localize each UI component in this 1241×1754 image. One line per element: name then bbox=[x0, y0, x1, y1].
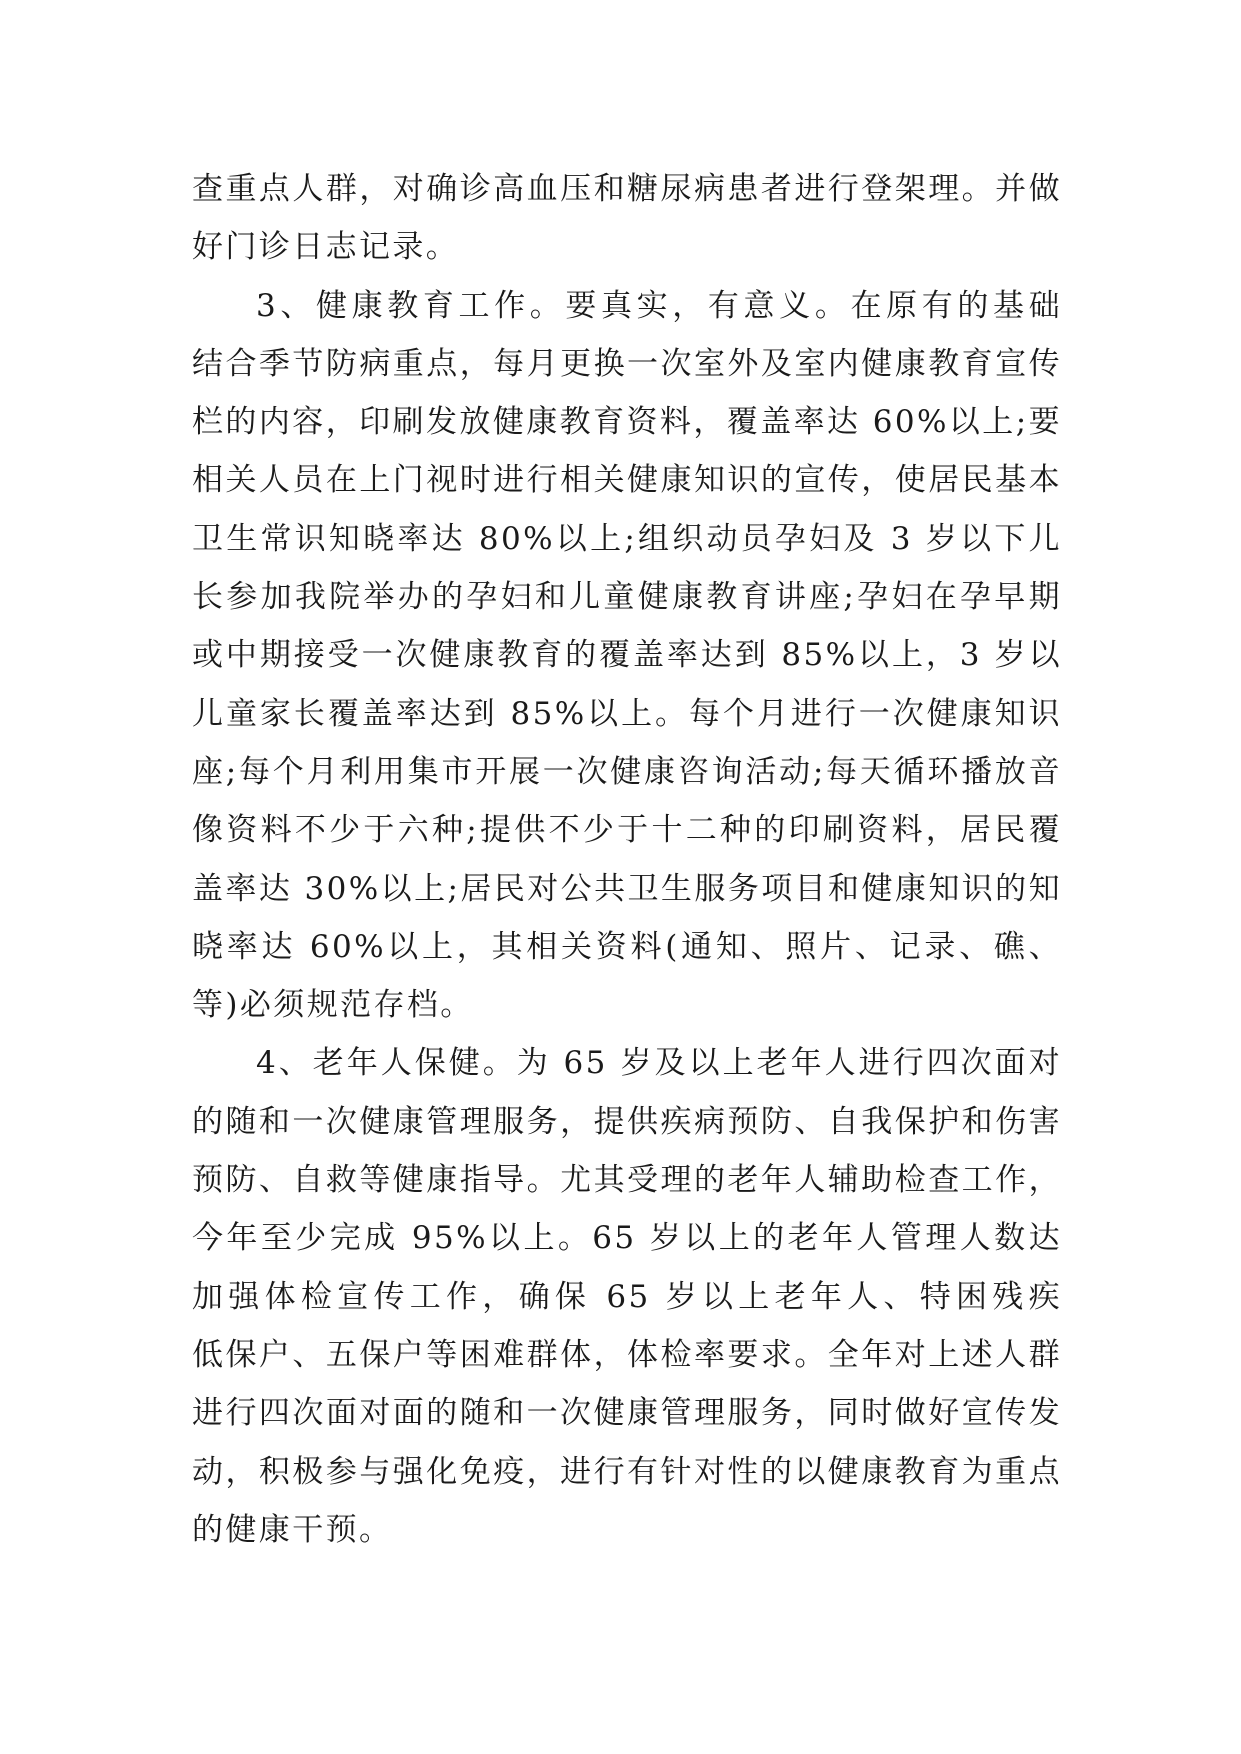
text-line: 3、健康教育工作。要真实，有意义。在原有的基础 bbox=[256, 287, 1062, 324]
text-line: 进行四次面对面的随和一次健康管理服务，同时做好宣传发 bbox=[192, 1395, 1062, 1432]
text-line: 像资料不少于六种;提供不少于十二种的印刷资料，居民覆 bbox=[192, 812, 1062, 849]
body-text bbox=[192, 160, 1062, 1559]
text-line: 低保户、五保户等困难群体，体检率要求。全年对上述人群 bbox=[192, 1336, 1062, 1373]
text-line: 相关人员在上门视时进行相关健康知识的宣传，使居民基本 bbox=[192, 462, 1062, 499]
paragraph-continued bbox=[192, 160, 1062, 277]
text-line: 栏的内容，印刷发放健康教育资料，覆盖率达 60%以上;要 bbox=[192, 404, 1062, 441]
text-line: 的随和一次健康管理服务，提供疾病预防、自我保护和伤害 bbox=[192, 1103, 1062, 1140]
text-line: 查重点人群，对确诊高血压和糖尿病患者进行登架理。并做 bbox=[192, 171, 1062, 207]
text-line: 盖率达 30%以上;居民对公共卫生服务项目和健康知识的知 bbox=[192, 870, 1062, 907]
paragraph-health-education bbox=[192, 277, 1062, 1035]
text-line: 卫生常识知晓率达 80%以上;组织动员孕妇及 3 岁以下儿 bbox=[192, 520, 1062, 557]
text-line: 结合季节防病重点，每月更换一次室外及室内健康教育宣传 bbox=[192, 345, 1062, 382]
text-line: 动，积极参与强化免疫，进行有针对性的以健康教育为重点 bbox=[192, 1453, 1062, 1490]
text-line: 儿童家长覆盖率达到 85%以上。每个月进行一次健康知识 bbox=[192, 695, 1062, 732]
text-line: 好门诊日志记录。 bbox=[192, 229, 460, 266]
text-line: 晓率达 60%以上，其相关资料(通知、照片、记录、礁、 bbox=[192, 928, 1062, 965]
text-line: 今年至少完成 95%以上。65 岁以上的老年人管理人数达 bbox=[192, 1220, 1062, 1257]
text-line: 座;每个月利用集市开展一次健康咨询活动;每天循环播放音 bbox=[192, 753, 1062, 790]
text-line: 等)必须规范存档。 bbox=[192, 987, 474, 1024]
text-line: 加强体检宣传工作，确保 65 岁以上老年人、特困残疾 bbox=[192, 1278, 1062, 1315]
text-line: 预防、自救等健康指导。尤其受理的老年人辅助检查工作， bbox=[192, 1162, 1062, 1199]
text-line: 长参加我院举办的孕妇和儿童健康教育讲座;孕妇在孕早期 bbox=[192, 579, 1062, 616]
text-line: 或中期接受一次健康教育的覆盖率达到 85%以上，3 岁以 bbox=[192, 637, 1062, 674]
paragraph-elderly-care bbox=[192, 1034, 1062, 1559]
text-line: 的健康干预。 bbox=[192, 1511, 393, 1548]
text-line: 4、老年人保健。为 65 岁及以上老年人进行四次面对 bbox=[256, 1045, 1062, 1082]
